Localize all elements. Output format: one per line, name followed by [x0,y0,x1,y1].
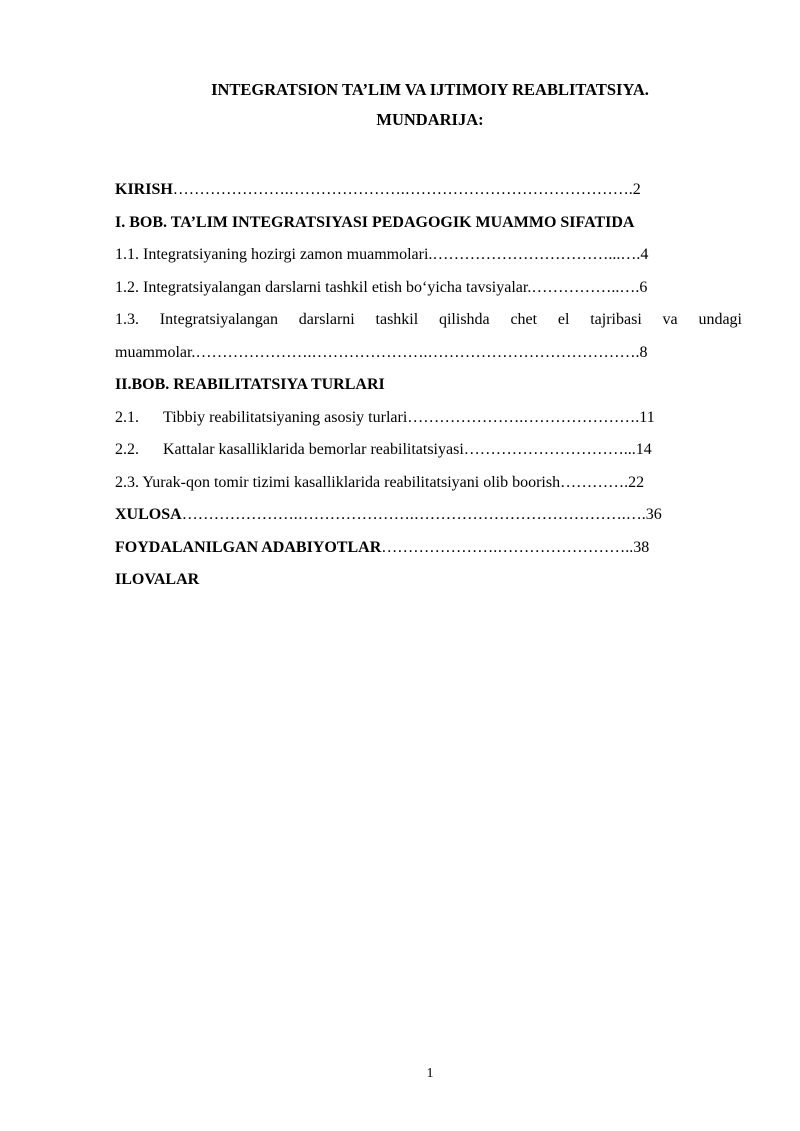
toc-entry-1-3-line1[interactable]: 1.3. Integratsiyalangan darslarni tashkil qilishda chet el tajribasi va undagi [115,311,742,328]
document-title: INTEGRATSION TA’LIM VA IJTIMOIY REABLITATSIYA. [211,80,649,99]
table-of-contents [115,174,742,597]
toc-entry-number: 2.2. [115,441,139,459]
toc-entry-2-2[interactable] [115,434,742,467]
toc-entry-xulosa[interactable] [115,499,742,532]
toc-entry-number: 2.1. [115,408,139,426]
toc-entry-label: muammolar. [115,343,196,361]
toc-page-number: 36 [645,506,662,524]
toc-leader-dots: ……………..…. [531,278,640,296]
toc-entry-bob1[interactable] [115,207,742,240]
toc-page-number: 38 [633,538,650,556]
toc-chapter-heading: II.BOB. REABILITATSIYA TURLARI [115,376,385,394]
toc-entry-foydalanilgan[interactable] [115,532,742,565]
toc-leader-dots: ………………….…………………. [407,408,640,426]
toc-entry-2-1[interactable] [115,402,742,435]
toc-page-number: 2 [632,181,641,199]
toc-page-number: 22 [628,473,645,491]
toc-page-number: 14 [635,441,652,459]
toc-leader-dots: ………………….………………….……………………………………. [172,181,633,199]
toc-entry-kirish[interactable] [115,174,742,207]
toc-entry-label: 1.1. Integratsiyaning hozirgi zamon muammolari. [115,246,433,264]
toc-entry-1-1[interactable] [115,239,742,272]
toc-entry-2-3[interactable] [115,467,742,500]
toc-entry-label: XULOSA [115,506,182,524]
toc-entry-label: Tibbiy reabilitatsiyaning asosiy turlari [163,408,408,426]
toc-entry-label: Kattalar kasalliklarida bemorlar reabilitatsiyasi [163,441,464,459]
toc-leader-dots: ………………….………………….………………………………….…. [181,506,646,524]
toc-entry-label: KIRISH [115,181,173,199]
toc-leader-dots: …………. [560,473,629,491]
toc-entry-label: 1.2. Integratsiyalangan darslarni tashkil etish bo‘yicha tavsiyalar. [115,278,532,296]
toc-entry-bob2[interactable] [115,369,742,402]
toc-entry-label: 2.3. Yurak-qon tomir tizimi kasalliklarida reabilitatsiyani olib boorish [115,473,561,491]
toc-page-number: 4 [640,246,649,264]
toc-entry-label: FOYDALANILGAN ADABIYOTLAR [115,538,382,556]
toc-page-number: 6 [639,278,648,296]
toc-leader-dots: ………………….………………….…………………………………. [195,343,640,361]
toc-entry-1-2[interactable] [115,272,742,305]
page-number: 1 [426,1066,434,1081]
toc-entry-label: ILOVALAR [115,571,200,589]
toc-leader-dots: …………………………... [463,441,636,459]
toc-entry-1-3-line2[interactable] [115,337,742,370]
document-subtitle: MUNDARIJA: [376,110,484,129]
toc-page-number: 11 [639,408,655,426]
toc-entry-ilovalar[interactable] [115,564,742,597]
toc-page-number: 8 [639,343,648,361]
toc-leader-dots: ……………………………...…. [432,246,641,264]
toc-chapter-heading: I. BOB. TA’LIM INTEGRATSIYASI PEDAGOGIK MUAMMO SIFATIDA [115,213,635,231]
toc-leader-dots: ………………….…………………….. [381,538,634,556]
